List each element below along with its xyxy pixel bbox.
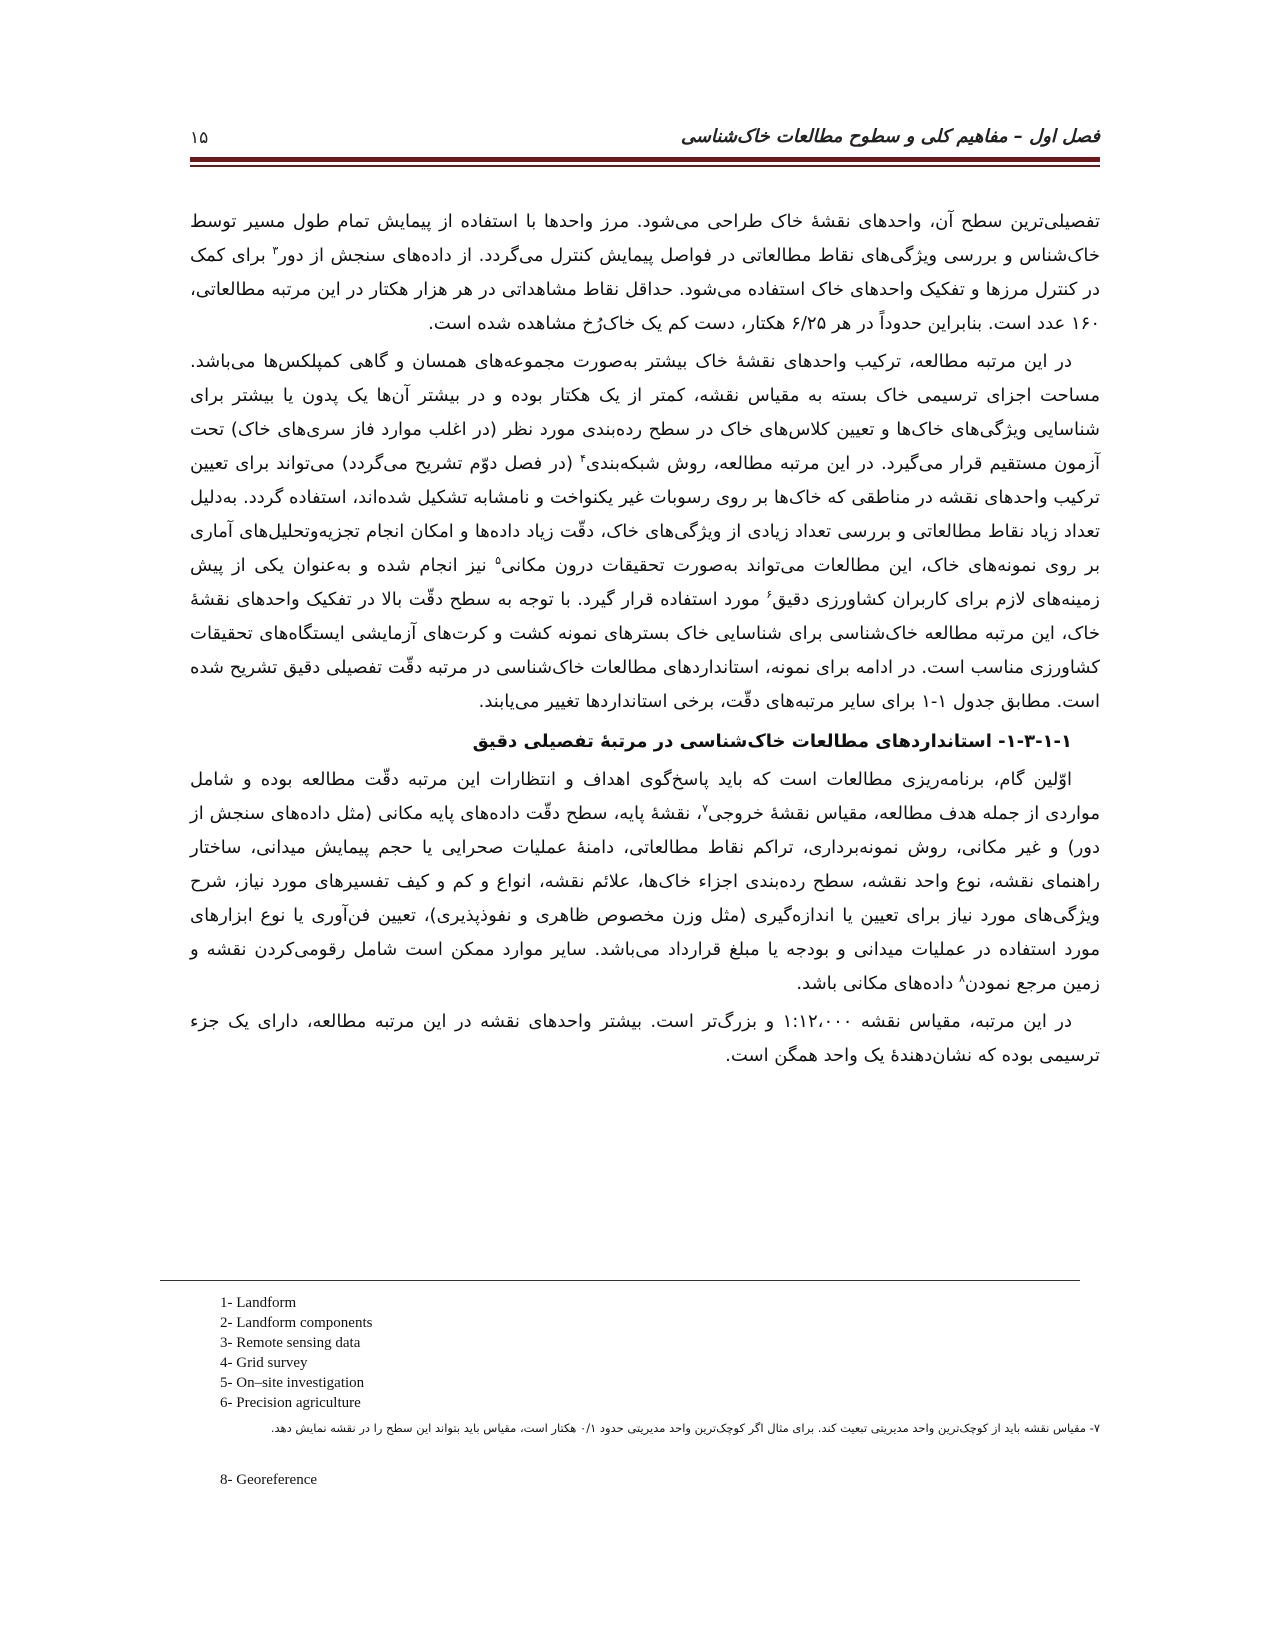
paragraph-3: اوّلین گام، برنامه‌ریزی مطالعات است که باید پاسخ‌گوی اهداف و انتظارات این مرتبه دقّت مطالعه بوده و شامل مواردی از جمله هدف مطالعه، مقیاس نقشهٔ خروجی$^۷$، نقشهٔ پایه، سطح دقّت داده‌های پایه مکانی (مثل داده‌های سنجش از دور) و غیر مکانی، روش نمونه‌برداری، تراکم نقاط مطالعاتی، دامنهٔ عملیات صحرایی یا حجم پیمایش میدانی، ساختار راهنمای نقشه، نوع واحد نقشه، سطح رده‌بندی اجزاء خاک‌ها، علائم نقشه، انواع و کم و کیف تفسیرهای مورد نیاز، شرح ویژگی‌های مورد نیاز برای تعیین یا اندازه‌گیری (مثل وزن مخصوص ظاهری و نفوذپذیری)، تعیین فن‌آوری یا نوع ابزارهای مورد استفاده در عملیات میدانی و بودجه یا مبلغ قرارداد می‌باشد. سایر موارد ممکن است شامل رقومی‌کردن نقشه و زمین مرجع نمودن$^۸$ داده‌های مکانی باشد. [190, 769, 1100, 994]
footnotes-list [220, 1293, 1100, 1413]
footnote-4: 4- Grid survey [220, 1355, 308, 1371]
footnote-separator [160, 1280, 1080, 1281]
paragraph-2: در این مرتبه مطالعه، ترکیب واحدهای نقشهٔ خاک بیشتر به‌صورت مجموعه‌های همسان و گاهی کمپلکس‌ها می‌باشد. مساحت اجزای ترسیمی خاک بسته به مقیاس نقشه، کمتر از یک هکتار بوده و در بیشتر آن‌ها یک پدون یا بیشتر برای شناسایی ویژگی‌های خاک‌ها و تعیین کلاس‌های خاک در سطح رده‌بندی مورد نظر (در اغلب موارد فاز سری‌های خاک) تحت آزمون مستقیم قرار می‌گیرد. در این مرتبه مطالعه، روش شبکه‌بندی$^۴$ (در فصل دوّم تشریح می‌گردد) می‌تواند برای تعیین ترکیب واحدهای نقشه در مناطقی که خاک‌ها بر روی رسوبات غیر یکنواخت و نامشابه تشکیل شده‌اند، استفاده گردد. به‌دلیل تعداد زیاد نقاط مطالعاتی و بررسی تعداد زیادی از ویژگی‌های خاک، دقّت زیاد داده‌ها و امکان انجام تجزیه‌وتحلیل‌های آماری بر روی نمونه‌های خاک، این مطالعات می‌تواند به‌صورت تحقیقات درون مکانی$^۵$ نیز انجام شده و به‌عنوان یکی از پیش زمینه‌های لازم برای کاربران کشاورزی دقیق$^۶$ مورد استفاده قرار گیرد. با توجه به سطح دقّت بالا در تفکیک واحدهای نقشهٔ خاک، این مرتبه مطالعه خاک‌شناسی برای شناسایی خاک بسترهای نمونه کشت و کرت‌های آزمایشی ایستگاه‌های تحقیقات کشاورزی مناسب است. در ادامه برای نمونه، استانداردهای مطالعات خاک‌شناسی در مرتبه دقّت تفصیلی دقیق تشریح شده است. مطابق جدول ۱-۱ برای سایر مرتبه‌های دقّت، برخی استانداردها تغییر می‌یابند. [190, 351, 1100, 712]
page-number: ۱۵ [190, 128, 209, 148]
footnote-3: 3- Remote sensing data [220, 1335, 361, 1351]
footnote-ref-5: ۵ [495, 554, 502, 567]
footnote-ref-6: ۶ [766, 588, 773, 601]
footnote-ref-4: ۴ [579, 452, 586, 465]
body-text [190, 205, 1100, 1073]
footnote-ref-7: ۷ [702, 802, 708, 815]
footnote-1: 1- Landform [220, 1295, 297, 1311]
page-header [190, 120, 1100, 162]
footnote-5: 5- On–site investigation [220, 1375, 365, 1391]
footnote-6: 6- Precision agriculture [220, 1395, 361, 1411]
section-heading: ۱-۳-۱-۱- استانداردهای مطالعات خاک‌شناسی در مرتبهٔ تفصیلی دقیق [472, 731, 1072, 752]
footnote-8: 8- Georeference [220, 1472, 318, 1488]
footnote-ref-3: ۳ [272, 244, 279, 257]
header-rule-thin [190, 165, 1100, 167]
paragraph-1: تفصیلی‌ترین سطح آن، واحدهای نقشهٔ خاک طراحی می‌شود. مرز واحدها با استفاده از پیمایش تمام طول مسیر توسط خاک‌شناس و بررسی ویژگی‌های نقاط مطالعاتی در فواصل پیمایش کنترل می‌گردد. از داده‌های سنجش از دور$^۳$ برای کمک در کنترل مرزها و تفکیک واحدهای خاک استفاده می‌شود. حداقل نقاط مشاهداتی در هر هزار هکتار در این مرتبه مطالعاتی، ۱۶۰ عدد است. بنابراین حدوداً در هر ۶/۲۵ هکتار، دست کم یک خاک‌رُخ مشاهده شده است. [190, 211, 1101, 334]
footnote-2: 2- Landform components [220, 1315, 373, 1331]
chapter-title: فصل اول – مفاهیم کلی و سطوح مطالعات خاک‌شناسی [680, 126, 1100, 147]
footnote-ref-8: ۸ [958, 972, 965, 985]
header-rule-thick [190, 157, 1100, 162]
footnote-7: ۷- مقیاس نقشه باید از کوچک‌ترین واحد مدیریتی تبعیت کند. برای مثال اگر کوچک‌ترین واحد مدیریتی حدود ۰/۱ هکتار است، مقیاس باید بتواند این سطح را در نقشه نمایش دهد. [270, 1421, 1100, 1435]
paragraph-4: در این مرتبه، مقیاس نقشه ۱:۱۲،۰۰۰ و بزرگ‌تر است. بیشتر واحدهای نقشه در این مرتبه مطالعه، دارای یک جزء ترسیمی بوده که نشان‌دهندهٔ یک واحد همگن است. [190, 1011, 1100, 1066]
